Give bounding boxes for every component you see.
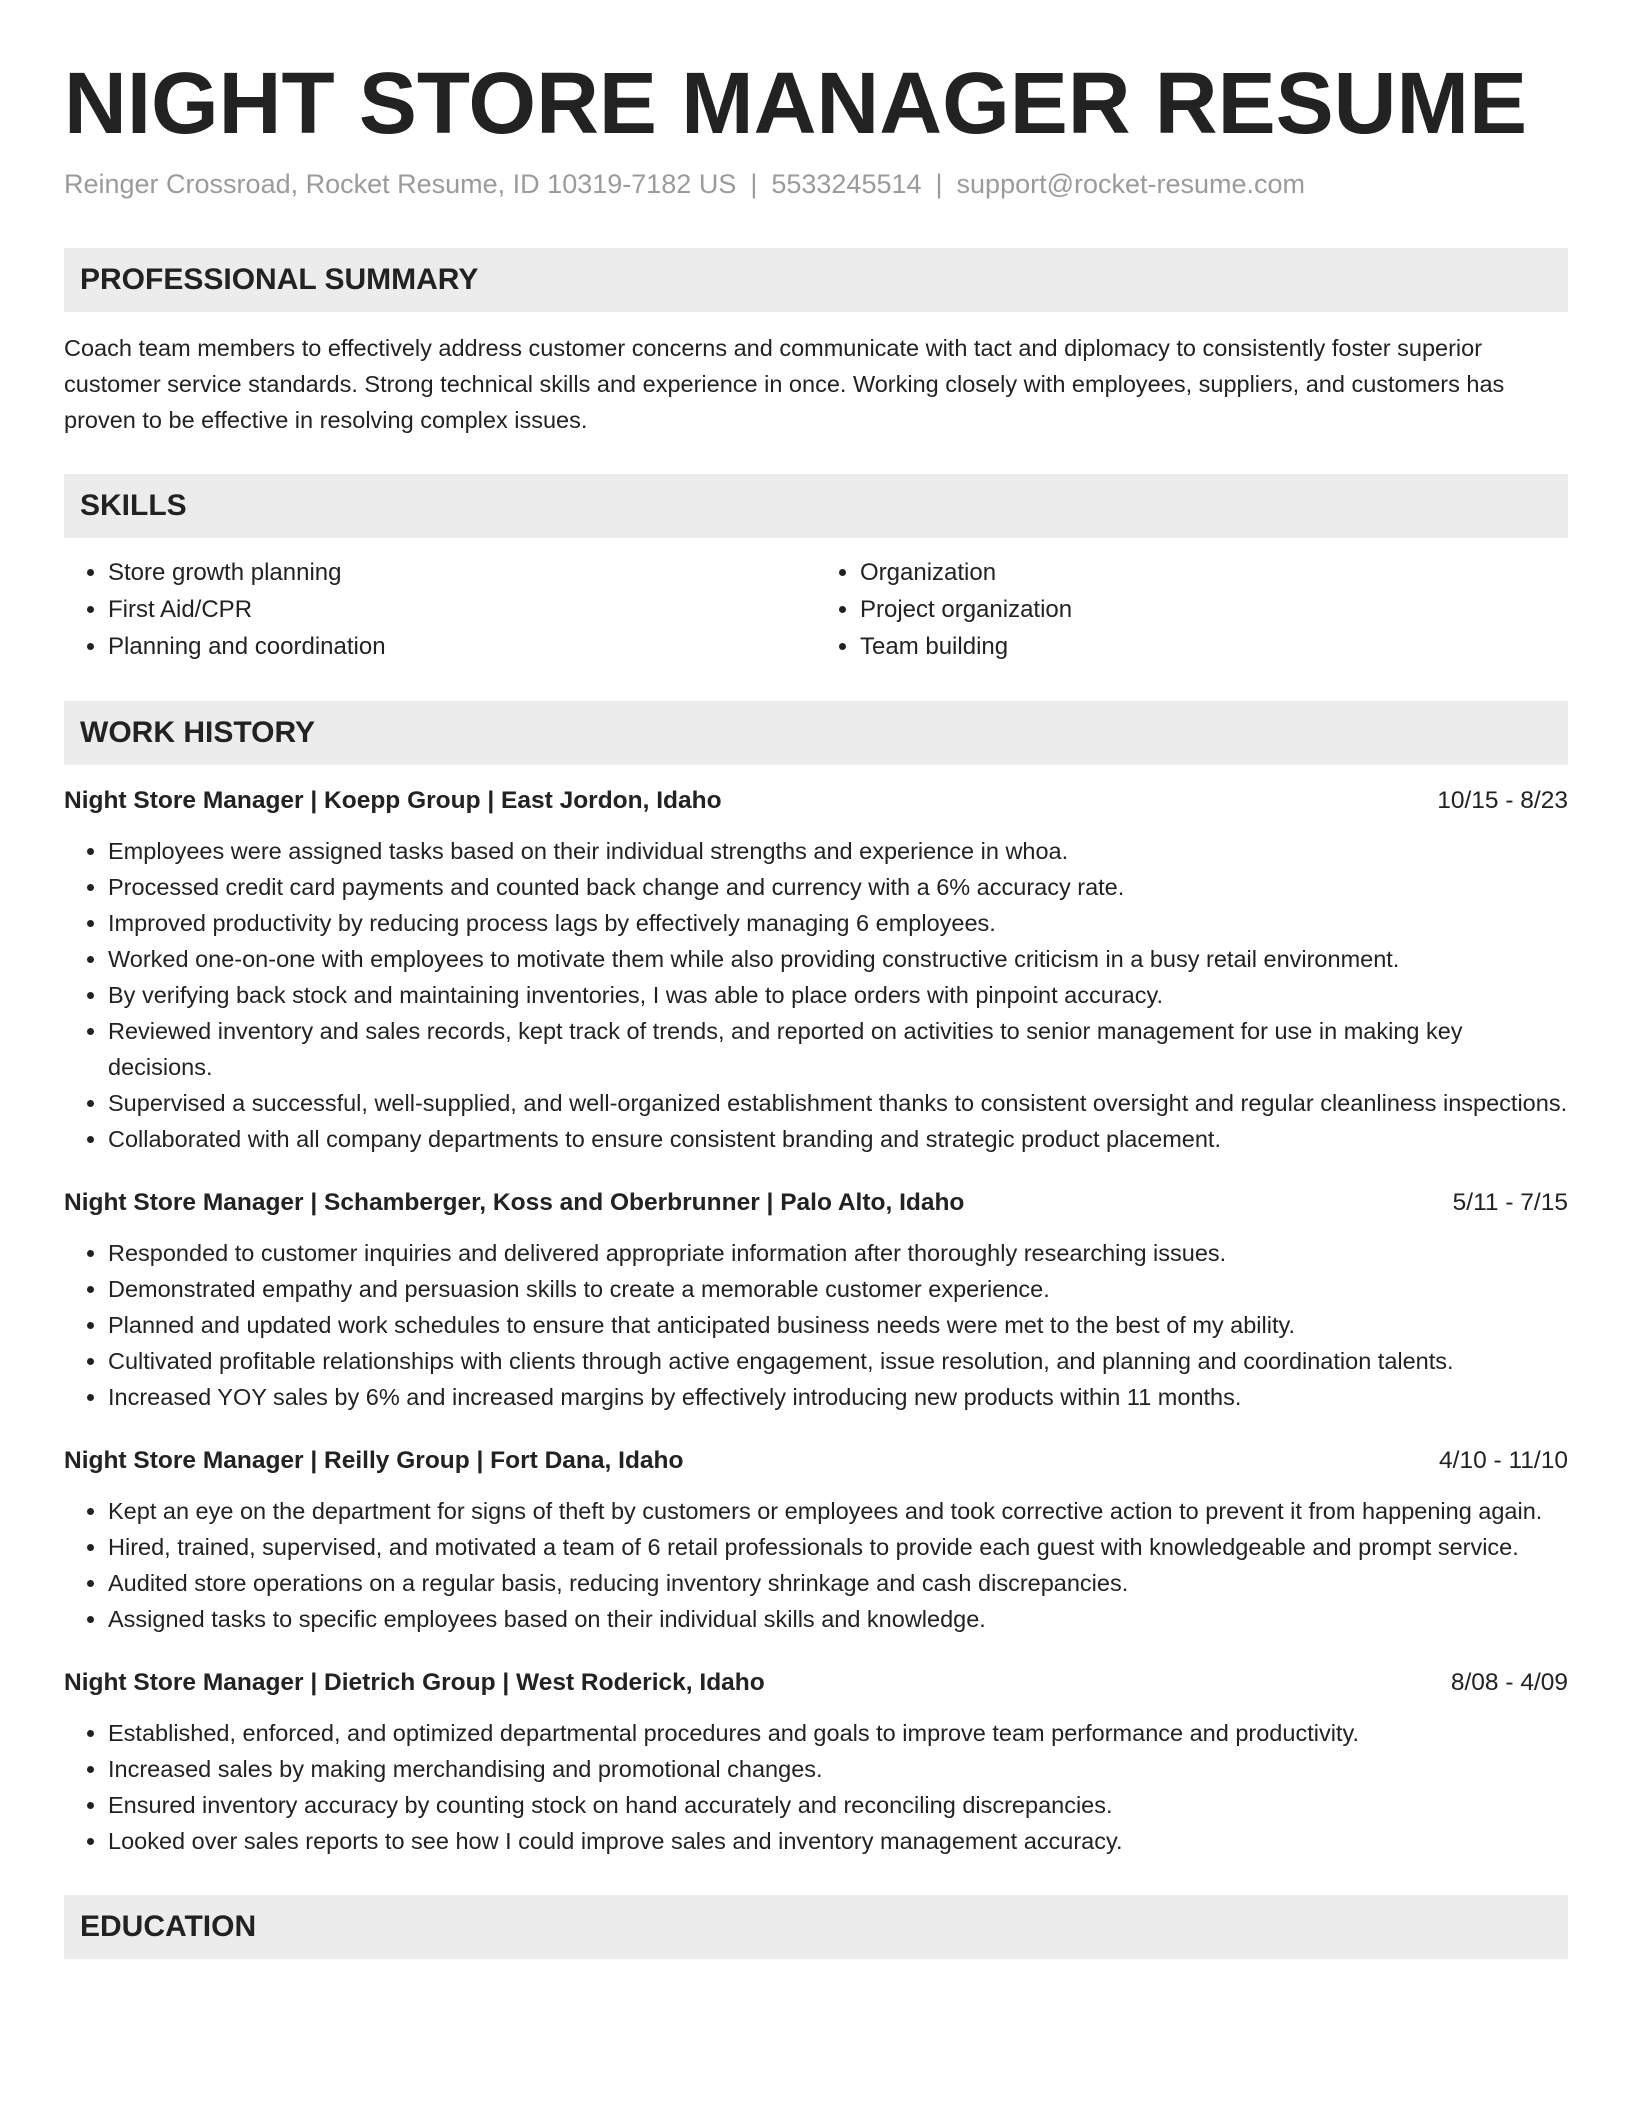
job-bullet: • Employees were assigned tasks based on their individual strengths and experience in whoa.: [108, 833, 1568, 869]
job-bullet: • Increased YOY sales by 6% and increased margins by effectively introducing new products within 11 months.: [108, 1379, 1568, 1415]
job-bullet: • Hired, trained, supervised, and motivated a team of 6 retail professionals to provide each guest with knowledgeable and prompt service.: [108, 1529, 1568, 1565]
job-bullet: • Responded to customer inquiries and delivered appropriate information after thoroughly researching issues.: [108, 1235, 1568, 1271]
contact-address: Reinger Crossroad, Rocket Resume, ID 10319-7182 US: [64, 169, 737, 199]
summary-text: Coach team members to effectively address customer concerns and communicate with tact and diplomacy to consistently foster superior customer service standards. Strong technical skills and experience in once. Working closely with employees, suppliers, and customers has proven to be effective in resolving complex issues.: [64, 335, 1505, 433]
job-title: Night Store Manager | Koepp Group | East Jordon, Idaho: [64, 787, 722, 814]
section-heading-education: EDUCATION: [64, 1895, 1568, 1959]
skill-item: • Organization: [860, 554, 1568, 591]
skills-column-left: [64, 554, 816, 665]
job-bullets: [64, 833, 1568, 1157]
skill-item: • Planning and coordination: [108, 628, 816, 665]
job-bullets: [64, 1235, 1568, 1415]
job-dates: 10/15 - 8/23: [1437, 787, 1568, 814]
job-header: [64, 783, 1568, 819]
job-entry: [64, 1443, 1568, 1637]
job-bullet: • Established, enforced, and optimized departmental procedures and goals to improve team performance and productivity.: [108, 1715, 1568, 1751]
job-dates: 8/08 - 4/09: [1450, 1669, 1568, 1696]
job-bullet: • Improved productivity by reducing process lags by effectively managing 6 employees.: [108, 905, 1568, 941]
skills-column-right: [816, 554, 1568, 665]
job-bullet: • Reviewed inventory and sales records, kept track of trends, and reported on activities to senior management for use in making key decisions.: [108, 1013, 1568, 1085]
job-bullet: • Demonstrated empathy and persuasion skills to create a memorable customer experience.: [108, 1271, 1568, 1307]
job-bullet: • Looked over sales reports to see how I could improve sales and inventory management accuracy.: [108, 1823, 1568, 1859]
job-bullet: • Collaborated with all company departments to ensure consistent branding and strategic product placement.: [108, 1121, 1568, 1157]
skills-list: [64, 554, 1568, 665]
contact-email[interactable]: support@rocket-resume.com: [956, 169, 1306, 199]
section-heading-work-history: WORK HISTORY: [64, 701, 1568, 765]
skill-item: • First Aid/CPR: [108, 591, 816, 628]
job-bullet: • Ensured inventory accuracy by counting stock on hand accurately and reconciling discrepancies.: [108, 1787, 1568, 1823]
skill-item: • Team building: [860, 628, 1568, 665]
job-bullet: • Planned and updated work schedules to ensure that anticipated business needs were met to the best of my ability.: [108, 1307, 1568, 1343]
job-bullet: • Increased sales by making merchandising and promotional changes.: [108, 1751, 1568, 1787]
job-bullet: • Audited store operations on a regular basis, reducing inventory shrinkage and cash discrepancies.: [108, 1565, 1568, 1601]
contact-phone: 5533245514: [771, 169, 922, 199]
contact-separator: |: [750, 169, 758, 199]
skill-item: • Project organization: [860, 591, 1568, 628]
job-bullet: • Cultivated profitable relationships with clients through active engagement, issue resolution, and planning and coordination talents.: [108, 1343, 1568, 1379]
job-title: Night Store Manager | Schamberger, Koss and Oberbrunner | Palo Alto, Idaho: [64, 1189, 965, 1216]
job-entry: [64, 1185, 1568, 1415]
skill-item: • Store growth planning: [108, 554, 816, 591]
job-header: [64, 1665, 1568, 1701]
section-heading-skills: SKILLS: [64, 474, 1568, 538]
job-bullet: • Kept an eye on the department for signs of theft by customers or employees and took corrective action to prevent it from happening again.: [108, 1493, 1568, 1529]
job-title: Night Store Manager | Reilly Group | Fort Dana, Idaho: [64, 1447, 684, 1474]
job-bullet: • Supervised a successful, well-supplied, and well-organized establishment thanks to consistent oversight and regular cleanliness inspections.: [108, 1085, 1568, 1121]
job-bullets: [64, 1493, 1568, 1637]
job-bullet: • Assigned tasks to specific employees based on their individual skills and knowledge.: [108, 1601, 1568, 1637]
resume-title: NIGHT STORE MANAGER RESUME: [64, 55, 1527, 152]
job-entry: [64, 783, 1568, 1157]
job-header: [64, 1185, 1568, 1221]
job-bullet: • Worked one-on-one with employees to motivate them while also providing constructive criticism in a busy retail environment.: [108, 941, 1568, 977]
job-title: Night Store Manager | Dietrich Group | West Roderick, Idaho: [64, 1669, 765, 1696]
job-bullet: • Processed credit card payments and counted back change and currency with a 6% accuracy rate.: [108, 869, 1568, 905]
job-dates: 5/11 - 7/15: [1452, 1189, 1568, 1216]
section-heading-summary: PROFESSIONAL SUMMARY: [64, 248, 1568, 312]
job-bullet: • By verifying back stock and maintaining inventories, I was able to place orders with pinpoint accuracy.: [108, 977, 1568, 1013]
job-header: [64, 1443, 1568, 1479]
job-bullets: [64, 1715, 1568, 1859]
contact-line: [64, 169, 1568, 200]
job-entry: [64, 1665, 1568, 1859]
contact-separator: |: [935, 169, 943, 199]
job-dates: 4/10 - 11/10: [1439, 1447, 1568, 1474]
